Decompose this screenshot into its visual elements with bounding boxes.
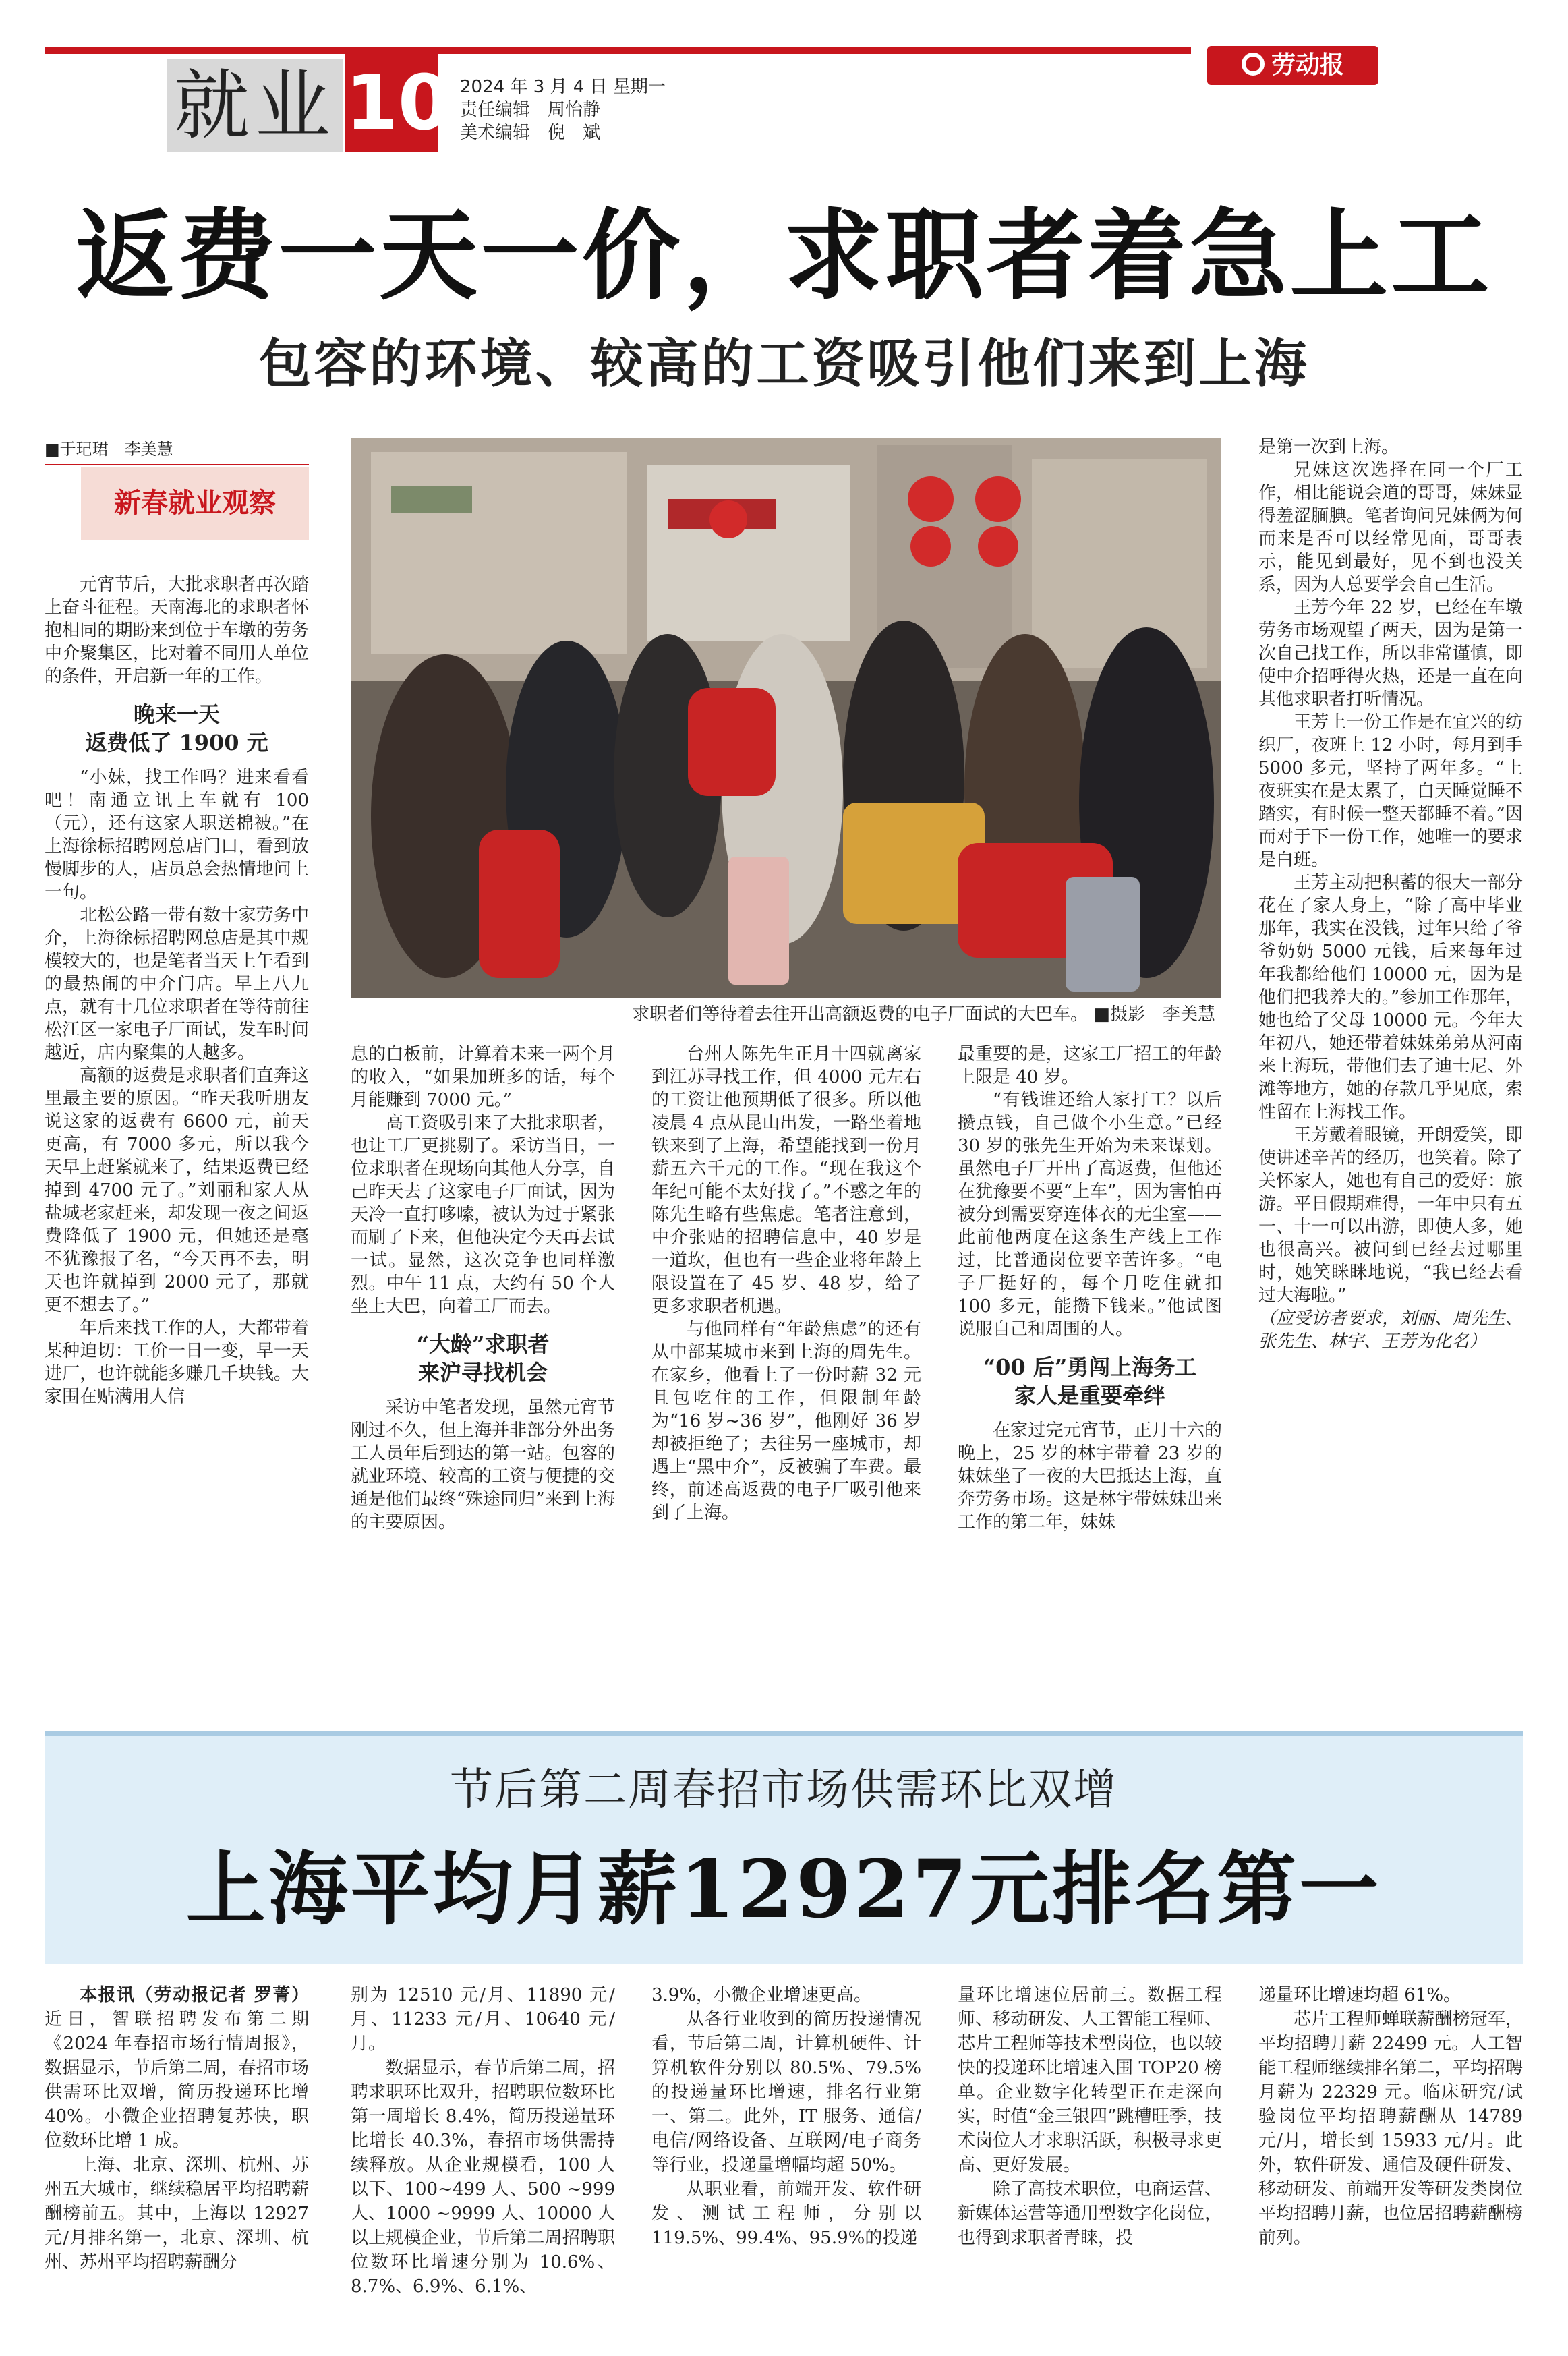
banner-top-rule (45, 1731, 1523, 1736)
paragraph: “有钱谁还给人家打工？以后攒点钱，自己做个小生意。”已经 30 岁的张先生开始为未来谋划。虽然电子厂开出了高返费，但他还在犹豫要不要“上车”，因为害怕再被分到需要穿连体衣的无尘室——此前他两度在这条生产线上工作过，比普通岗位要辛苦许多。“电子厂挺好的，每个月吃住就扣 100 多元，能攒下钱来。”他试图说服自己和周围的人。 (958, 1090, 1222, 1340)
street-scene-photo (351, 438, 1221, 998)
section-subhead (958, 1353, 1222, 1410)
paragraph: 是第一次到上海。 (1258, 437, 1399, 457)
second-story-column-5 (1258, 1983, 1523, 2334)
paragraph: 兄妹这次选择在同一个厂工作，相比能说会道的哥哥，妹妹显得羞涩腼腆。笔者询问兄妹俩为何而来是否可以经常见面，哥哥表示，能见到最好，见不到也没关系，因为人总要学会自己生活。 (1258, 460, 1523, 595)
issue-date: 2024 年 3 月 4 日 星期一 (460, 77, 666, 97)
paragraph: 台州人陈先生正月十四就离家到江苏寻找工作，但 4000 元左右的工资让他预期低了很多。所以他凌晨 4 点从昆山出发，一路坐着地铁来到了上海，希望能找到一份月薪五六千元的工作。“现在我这个年纪可能不太好找了。”不惑之年的陈先生略有些焦虑。笔者注意到，中介张贴的招聘信息中，40 岁是一道坎，但也有一些企业将年龄上限设置在了 45 岁、48 岁，给了更多求职者机遇。 (651, 1044, 921, 1317)
paragraph: 递量环比增速均超 61%。 (1258, 1985, 1461, 2005)
article-column-2 (351, 1043, 615, 1630)
paragraph: 元宵节后，大批求职者再次踏上奋斗征程。天南海北的求职者怀抱相同的期盼来到位于车墩的劳务中介聚集区，比对着不同用人单位的条件，开启新一年的工作。 (45, 575, 309, 687)
logo-mark-icon (1242, 53, 1265, 76)
logo-text: 劳动报 (1271, 51, 1344, 79)
main-subheadline: 包容的环境、较高的工资吸引他们来到上海 (258, 333, 1310, 395)
paragraph: 与他同样有“年龄焦虑”的还有从中部某城市来到上海的周先生。在家乡，他看上了一份时薪 32 元且包吃住的工作，但限制年龄为“16 岁~36 岁”，他刚好 36 岁却被拒绝了；去往另一座城市，却遇上“黑中介”，反被骗了车费。最终，前述高返费的电子厂吸引他来到了上海。 (651, 1319, 921, 1523)
art-editor-credit: 美术编辑 倪 斌 (460, 123, 601, 143)
editor-credit: 责任编辑 周怡静 (460, 100, 601, 120)
article-column-5 (1258, 436, 1523, 1663)
paragraph: 年后来找工作的人，大都带着某种迫切：工价一日一变，早一天进厂，也许就能多赚几千块钱。大家围在贴满用人信 (45, 1318, 309, 1407)
second-story-banner (45, 1731, 1523, 1964)
paragraph: 在家过完元宵节，正月十六的晚上，25 岁的林宇带着 23 岁的妹妹坐了一夜的大巴抵达上海，直奔劳务市场。这是林宇带妹妹出来工作的第二年，妹妹 (958, 1420, 1222, 1532)
subhead-line-1: 晚来一天 (133, 701, 220, 727)
paragraph: 王芳戴着眼镜，开朗爱笑，即使讲述辛苦的经历，也笑着。除了关怀家人，她也有自己的爱好：旅游。平日假期难得，一年中只有五一、十一可以出游，即使人多，她也很高兴。被问到已经去过哪里时，她笑眯眯地说，“我已经去看过大海啦。” (1258, 1125, 1523, 1306)
paragraph: 高额的返费是求职者们直奔这里最主要的原因。“昨天我听朋友说这家的返费有 6600 元，前天更高，有 7000 多元，所以我今天早上赶紧就来了，结果返费已经掉到 4700 元了。”刘丽和家人从盐城老家赶来，却发现一夜之间返费降低了 1900 元，但她还是毫不犹豫报了名，“今天再不去，明天也许就掉到 2000 元了，那就更不想去了。” (45, 1066, 309, 1315)
paragraph: 息的白板前，计算着未来一两个月的收入，“如果加班多的话，每个月能赚到 7000 元。” (351, 1044, 615, 1110)
paragraph: 从各行业收到的简历投递情况看，节后第二周，计算机硬件、计算机软件分别以 80.5%、79.5%的投递量环比增速，排名行业第一、第二。此外，IT 服务、通信/电信/网络设备、互联网/电子商务等行业，投递量增幅均超 50%。 (651, 2009, 921, 2175)
newspaper-logo (1207, 46, 1378, 85)
paragraph: 最重要的是，这家工厂招工的年龄上限是 40 岁。 (958, 1044, 1222, 1087)
byline: ■于玘珺 李美慧 (45, 438, 309, 465)
pseudonym-note: （应受访者要求，刘丽、周先生、张先生、林宇、王芳为化名） (1258, 1309, 1523, 1352)
subhead-line-1: “00 后”勇闯上海务工 (983, 1354, 1197, 1380)
paragraph: 别为 12510 元/月、11890 元/月、11233 元/月、10640 元/月。 (351, 1985, 615, 2054)
paragraph: 从职业看，前端开发、软件研发、测试工程师，分别以 119.5%、99.4%、95.9%的投递 (651, 2179, 921, 2248)
page-number: 10 (345, 54, 438, 152)
section-subhead (351, 1330, 615, 1387)
paragraph: 上海、北京、深圳、杭州、苏州五大城市，继续稳居平均招聘薪酬榜前五。其中，上海以 12927 元/月排名第一，北京、深圳、杭州、苏州平均招聘薪酬分 (45, 2155, 309, 2272)
column-tag: 新春就业观察 (81, 467, 309, 540)
header-meta (460, 76, 666, 144)
subhead-line-2: 返费低了 1900 元 (85, 730, 268, 755)
paragraph: 芯片工程师蝉联薪酬榜冠军，平均招聘月薪 22499 元。人工智能工程师继续排名第二，平均招聘月薪为 22329 元。临床研究/试验岗位平均招聘薪酬从 14789 元/月，增长到 15933 元/月。此外，软件研发、通信及硬件研发、移动研发、前端开发等研发类岗位平均招聘月薪，也位居招聘薪酬榜前列。 (1258, 2009, 1523, 2248)
paragraph-text: 近日，智联招聘发布第二期《2024 年春招市场行情周报》，数据显示，节后第二周，春招市场供需环比双增，简历投递环比增 40%。小微企业招聘复苏快，职位数环比增 1 成。 (45, 2009, 309, 2151)
second-story-headline: 上海平均月薪12927元排名第一 (185, 1842, 1382, 1936)
paragraph: 采访中笔者发现，虽然元宵节刚过不久，但上海并非部分外出务工人员年后到达的第一站。包容的就业环境、较高的工资与便捷的交通是他们最终“殊途同归”来到上海的主要原因。 (351, 1398, 615, 1532)
second-story-column-2 (351, 1983, 615, 2334)
news-lead: 本报讯（劳动报记者 罗菁） (80, 1985, 309, 2005)
section-subhead (45, 700, 309, 757)
article-column-4 (958, 1043, 1222, 1630)
paragraph: 王芳今年 22 岁，已经在车墩劳务市场观望了两天，因为是第一次自己找工作，所以非常谨慎，即使中介招呼得火热，还是一直在向其他求职者打听情况。 (1258, 598, 1523, 710)
paragraph: 除了高技术职位，电商运营、新媒体运营等通用型数字化岗位，也得到求职者青睐，投 (958, 2179, 1222, 2248)
paragraph: “小妹，找工作吗？进来看看吧！南通立讯上车就有 100（元），还有这家人职送棉被。”在上海徐标招聘网总店门口，看到放慢脚步的人，店员总会热情地问上一句。 (45, 768, 309, 902)
second-story-column-3 (651, 1983, 921, 2334)
paragraph: 高工资吸引来了大批求职者，也让工厂更挑剔了。采访当日，一位求职者在现场向其他人分享，自己昨天去了这家电子厂面试，因为天冷一直打哆嗦，被认为过于紧张而刷了下来，但他决定今天再去试一试。显然，这次竞争也同样激烈。中午 11 点，大约有 50 个人坐上大巴，向着工厂而去。 (351, 1113, 615, 1317)
subhead-line-2: 家人是重要牵绊 (1014, 1383, 1165, 1408)
second-story-column-4 (958, 1983, 1222, 2334)
paragraph: 3.9%，小微企业增速更高。 (651, 1985, 872, 2005)
article-column-3 (651, 1043, 921, 1630)
second-story-kicker: 节后第二周春招市场供需环比双增 (450, 1765, 1117, 1815)
paragraph: 量环比增速位居前三。数据工程师、移动研发、人工智能工程师、芯片工程师等技术型岗位，也以较快的投递环比增速入围 TOP20 榜单。企业数字化转型正在走深向实，时值“金三银四”跳槽旺季，技术岗位人才求职活跃，积极寻求更高、更好发展。 (958, 1985, 1222, 2175)
paragraph: 数据显示，春节后第二周，招聘求职环比双升，招聘职位数环比第一周增长 8.4%，简历投递量环比增长 40.3%，春招市场供需持续释放。从企业规模看，100 人以下、100~499 人、500 ~999 人、1000 ~9999 人、10000 人以上规模企业，节后第二周招聘职位数环比增速分别为 10.6%、8.7%、6.9%、6.1%、 (351, 2058, 615, 2297)
news-photo (351, 438, 1221, 998)
paragraph (45, 1983, 309, 2153)
main-headline: 返费一天一价，求职者着急上工 (76, 198, 1492, 314)
photo-caption: 求职者们等待着去往开出高额返费的电子厂面试的大巴车。 ■摄影 李美慧 (632, 1004, 1215, 1025)
top-rule (45, 47, 1191, 54)
section-name: 就业 (167, 59, 343, 152)
second-story-column-1 (45, 1983, 309, 2334)
article-column-1 (45, 573, 309, 1626)
paragraph: 王芳主动把积蓄的很大一部分花在了家人身上，“除了高中毕业那年，我实在没钱，过年只给了爷爷奶奶 5000 元钱，后来每年过年我都给他们 10000 元，因为是他们把我养大的。”参加工作那年，她也给了父母 10000 元。今年大年初八，她还带着妹妹弟弟从河南来上海玩，带他们去了迪士尼、外滩等地方，她的存款几乎见底，索性留在上海找工作。 (1258, 873, 1523, 1122)
subhead-line-1: “大龄”求职者 (416, 1331, 550, 1357)
subhead-line-2: 来沪寻找机会 (417, 1360, 548, 1385)
paragraph: 王芳上一份工作是在宜兴的纺织厂，夜班上 12 小时，每月到手 5000 多元，坚持了两年多。“上夜班实在是太累了，白天睡觉睡不踏实，有时候一整天都睡不着。”因而对于下一份工作，她唯一的要求是白班。 (1258, 712, 1523, 870)
paragraph: 北松公路一带有数十家劳务中介，上海徐标招聘网总店是其中规模较大的，也是笔者当天上午看到的最热闹的中介门店。早上八九点，就有十几位求职者在等待前往松江区一家电子厂面试，发车时间越近，店内聚集的人越多。 (45, 905, 309, 1063)
